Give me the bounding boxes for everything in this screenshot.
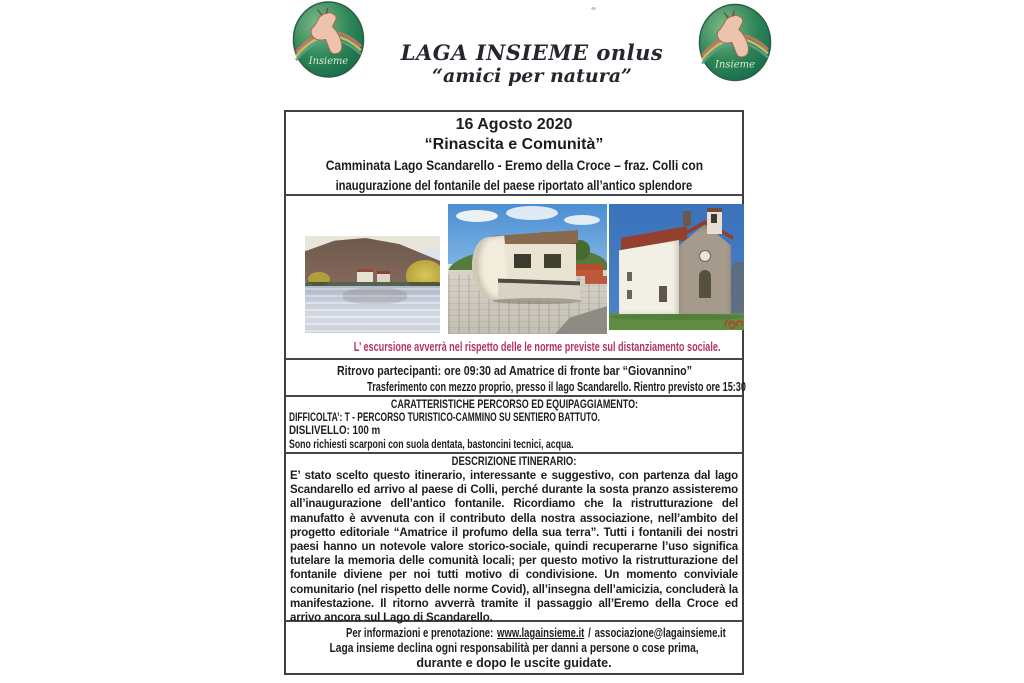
contact-row [346,626,726,641]
meeting-point: Ritrovo partecipanti: ore 09:30 ad Amatrice di fronte bar “Giovannino” [336,363,692,378]
fontanile-colli-photo [448,204,607,334]
photos-section [286,196,742,360]
website-link[interactable]: www.lagainsieme.it [497,626,585,640]
photo-opening [544,254,561,268]
photo-window [627,272,632,281]
photo-oculus-window [699,250,711,262]
transfer-return: Trasferimento con mezzo proprio, presso il lago Scandarello. Rientro previsto ore 15:30 [367,379,746,394]
route-characteristics-section [286,397,742,454]
org-name: LAGA INSIEME onlus [400,40,664,65]
logo-script-text: Insieme [714,59,756,71]
email-address: associazione@lagainsieme.it [594,626,726,640]
disclaimer-line1: Laga insieme declina ogni responsabilità per danni a persone o cose prima, [329,641,699,655]
itinerary-section-title: DESCRIZIONE ITINERARIO: [451,456,577,468]
route-difficulty: DIFFICOLTA’: T - PERCORSO TURISTICO-CAMMINO SU SENTIERO BATTUTO. [289,412,600,425]
route-equipment: Sono richiesti scarponi con suola dentata, bastoncini tecnici, acqua. [289,438,574,451]
photo-lakeside-house [357,269,373,282]
route-elevation: DISLIVELLO: 100 m [289,425,381,438]
eremo-della-croce-photo [609,204,744,330]
distancing-notice: L’ escursione avverrà nel rispetto delle le norme previste sul distanziamento sociale. [353,340,721,354]
photo-cloud [456,210,498,222]
event-flyer-box [284,110,744,675]
photo-cloud [506,206,558,220]
itinerary-description: E’ stato scelto questo itinerario, interessante e suggestivo, con partenza dal lago Scandarello ed arrivo al paese di Colli, perché durante la sosta pranzo assisteremo all’inaugurazione dell’antico fontanile. Ricordiamo che la ristrutturazione del manufatto è avvenuta con il contributo della nostra associazione, nell’ambito del progetto editoriale “Amatrice il profumo della sua terra”. Tutti i fontanili dei nostri paesi hanno un notevole valore storico-sociale, quindi recuperarne l’uso significa tutelare la memoria delle comunità locali; per questo motivo la ristrutturazione del fontanile diviene per noi tutti motivo di condivisione. Un momento conviviale comunitario (nel rispetto delle norme Covid), all’insegna dell’amicizia, concluderà la manifestazione. Il ritorno avverrà tramite il passaggio all’Eremo della Croce ed arrivo ancora sul Lago di Scandarello. [290,470,738,625]
scan-artifact [591,7,596,10]
org-title-block [302,40,762,87]
event-theme: “Rinascita e Comunità” [424,136,604,153]
lago-scandarello-photo [305,236,440,333]
route-section-title: CARATTERISTICHE PERCORSO ED EQUIPAGGIAMENTO: [390,399,638,411]
photo-window [627,290,632,299]
photo-door [659,286,667,302]
org-tagline: “amici per natura” [432,65,632,87]
disclaimer-line2: durante e dopo le uscite guidate. [416,656,612,670]
event-date: 16 Agosto 2020 [455,116,573,133]
photo-water-reflection [343,288,407,304]
red-watermark [723,317,743,329]
logo-script-text: Insieme [308,56,349,68]
photo-lakeside-house [377,271,390,282]
photo-opening [514,254,531,268]
event-title-line2: inaugurazione del fontanile del paese riportato all’antico splendore [335,177,693,193]
photo-construction-netting [585,276,607,284]
itinerary-section [286,454,742,625]
distancing-notice-row [286,340,742,354]
photo-fountain-building [474,230,578,308]
contact-separator: / [588,626,591,640]
event-title-line1: Camminata Lago Scandarello - Eremo della Croce – fraz. Colli con [325,157,703,173]
photo-shadow [492,298,582,304]
contact-section [286,622,742,673]
photo-chimney [683,211,691,226]
photo-church-building [619,216,733,316]
photo-cloud [564,215,600,225]
photo-bell-opening [711,214,717,223]
contact-label: Per informazioni e prenotazione: [345,626,494,640]
event-header-section [286,112,742,196]
meeting-info-section [286,360,746,397]
photo-arched-window [699,270,711,298]
